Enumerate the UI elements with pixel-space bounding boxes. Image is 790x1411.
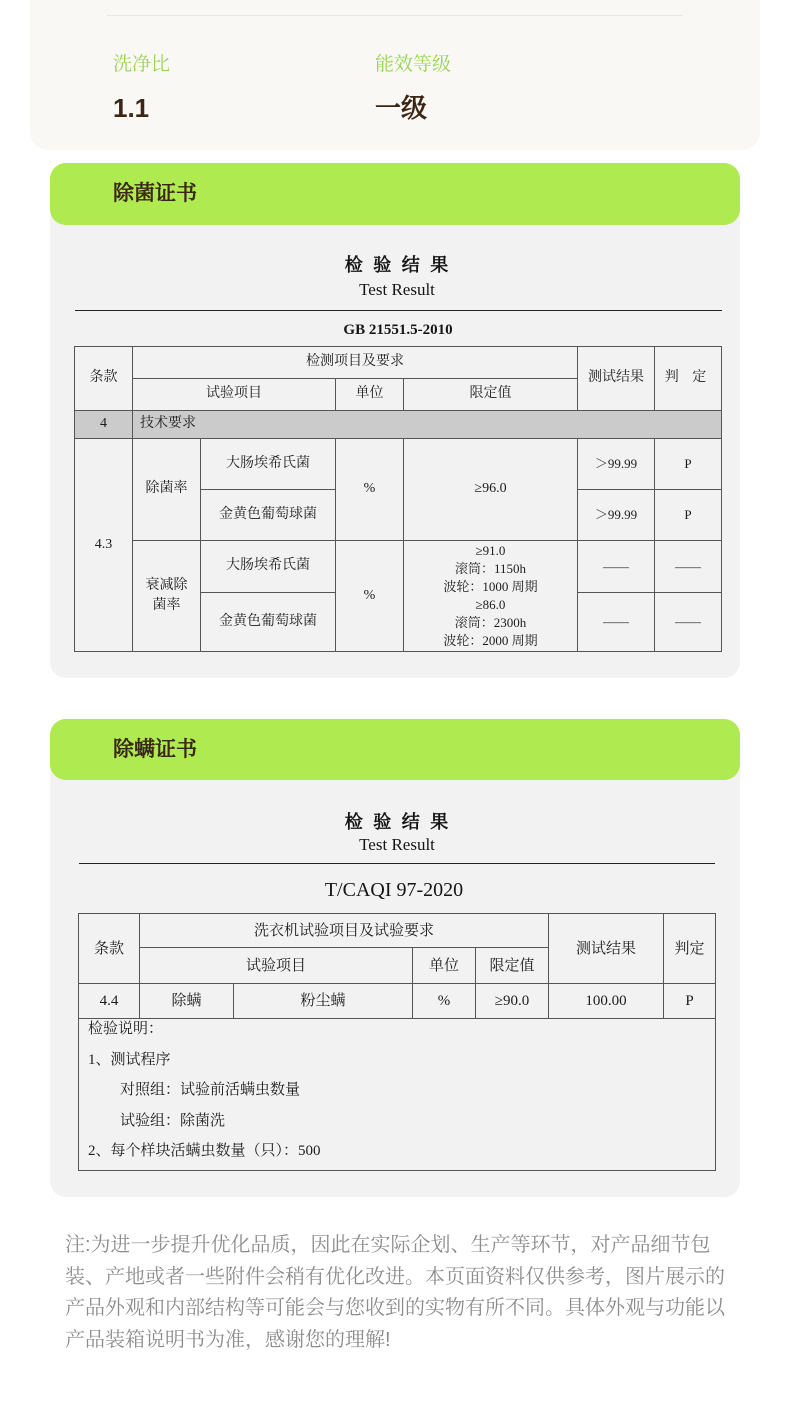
limit-drum: 滚筒：2300h [454, 615, 527, 630]
header-test-result: 测试结果 [549, 914, 664, 984]
test-result: —— [578, 541, 655, 593]
limit-drum: 滚筒：1150h [454, 561, 527, 576]
notes-procedure: 1、测试程序 [88, 1051, 171, 1068]
limit-pulsator: 波轮：2000 周期 [443, 633, 538, 648]
disclaimer-line: 产品外观和内部结构等可能会与您收到的实物有所不同。具体外观与功能以 [65, 1297, 725, 1319]
header-clause: 条款 [75, 347, 133, 411]
header-test-result: 测试结果 [578, 347, 655, 411]
header-verdict: 判 定 [655, 347, 722, 411]
test-item: 大肠埃希氏菌 [201, 541, 336, 593]
unit: % [413, 984, 476, 1019]
header-limit: 限定值 [476, 948, 549, 984]
table-section-row [75, 411, 722, 439]
sterilization-certificate-header [50, 163, 740, 225]
test-result: 100.00 [549, 984, 664, 1019]
standard-code: T/CAQI 97-2020 [324, 879, 464, 901]
standard-code: GB 21551.5-2010 [343, 322, 453, 338]
spec-energy-grade [375, 0, 575, 150]
test-item: 大肠埃希氏菌 [201, 439, 336, 490]
spec-panel [30, 0, 760, 150]
limit-value: ≥96.0 [404, 439, 578, 541]
spec-value: 一级 [375, 93, 428, 123]
notes-control-group: 对照组：试验前活螨虫数量 [120, 1082, 301, 1098]
table-row [75, 439, 722, 490]
disclaimer-note [65, 1230, 745, 1356]
unit: % [336, 439, 404, 541]
header-test-item: 试验项目 [133, 379, 336, 411]
spec-value: 1.1 [113, 93, 150, 123]
header-unit: 单位 [413, 948, 476, 984]
notes-mite-count: 2、每个样块活螨虫数量（只）：500 [88, 1143, 321, 1159]
limit-value-cell [404, 541, 578, 652]
test-result-title-cn: 检 验 结 果 [344, 812, 452, 832]
test-result: —— [578, 593, 655, 652]
header-unit: 单位 [336, 379, 404, 411]
table-row [75, 541, 722, 593]
category: 除螨 [140, 984, 234, 1019]
test-notes [79, 1019, 716, 1171]
spec-label: 洗净比 [113, 54, 171, 75]
mite-removal-certificate-header [50, 719, 740, 780]
disclaimer-line: 注:为进一步提升优化品质，因此在实际企划、生产等环节，对产品细节包 [65, 1234, 711, 1256]
verdict: —— [655, 593, 722, 652]
disclaimer-line: 装、产地或者一些附件会稍有优化改进。本页面资料仅供参考，图片展示的 [65, 1265, 725, 1288]
table-header-row [75, 347, 722, 379]
clause-number: 4.4 [79, 984, 140, 1019]
limit-value: ≥90.0 [476, 984, 549, 1019]
verdict: —— [655, 541, 722, 593]
test-result-title-en: Test Result [359, 835, 435, 854]
test-item: 粉尘螨 [234, 984, 413, 1019]
limit-pulsator: 波轮：1000 周期 [443, 579, 538, 594]
test-result-title-cn: 检 验 结 果 [344, 255, 452, 275]
verdict: P [664, 984, 716, 1019]
sterilization-test-table [74, 346, 722, 652]
header-test-item: 试验项目 [140, 948, 413, 984]
spec-wash-ratio [113, 0, 313, 150]
header-verdict: 判定 [664, 914, 716, 984]
test-result-title-en: Test Result [359, 280, 435, 299]
mite-removal-test-table [78, 913, 716, 1171]
header-test-items-requirements: 洗衣机试验项目及试验要求 [140, 914, 549, 948]
header-limit: 限定值 [404, 379, 578, 411]
group-name-cell [133, 541, 201, 652]
title-rule [75, 310, 722, 311]
card-header-title: 除螨证书 [113, 738, 197, 761]
mite-removal-certificate-card [50, 719, 740, 1197]
limit-value: ≥91.0 [475, 543, 506, 558]
header-test-items-requirements: 检测项目及要求 [133, 347, 578, 379]
verdict: P [655, 490, 722, 541]
title-rule [79, 863, 715, 864]
limit-value: ≥86.0 [475, 597, 506, 612]
test-result: ＞99.99 [578, 439, 655, 490]
disclaimer-line: 产品装箱说明书为准，感谢您的理解! [65, 1328, 391, 1351]
card-header-title: 除菌证书 [113, 182, 197, 205]
verdict: P [655, 439, 722, 490]
sterilization-certificate-card [50, 163, 740, 678]
header-clause: 条款 [79, 914, 140, 984]
group-name: 除菌率 [133, 439, 201, 541]
group-name: 衰减除菌率 [145, 578, 188, 613]
table-header-row [79, 914, 716, 948]
notes-heading: 检验说明： [88, 1021, 164, 1037]
clause-number: 4.3 [75, 439, 133, 652]
test-item: 金黄色葡萄球菌 [201, 490, 336, 541]
table-notes-row [79, 1019, 716, 1171]
notes-test-group: 试验组：除菌洗 [120, 1112, 226, 1129]
test-item: 金黄色葡萄球菌 [201, 593, 336, 652]
unit: % [336, 541, 404, 652]
section-title: 技术要求 [133, 411, 722, 439]
spec-label: 能效等级 [375, 54, 452, 75]
section-clause: 4 [75, 411, 133, 439]
test-result: ＞99.99 [578, 490, 655, 541]
